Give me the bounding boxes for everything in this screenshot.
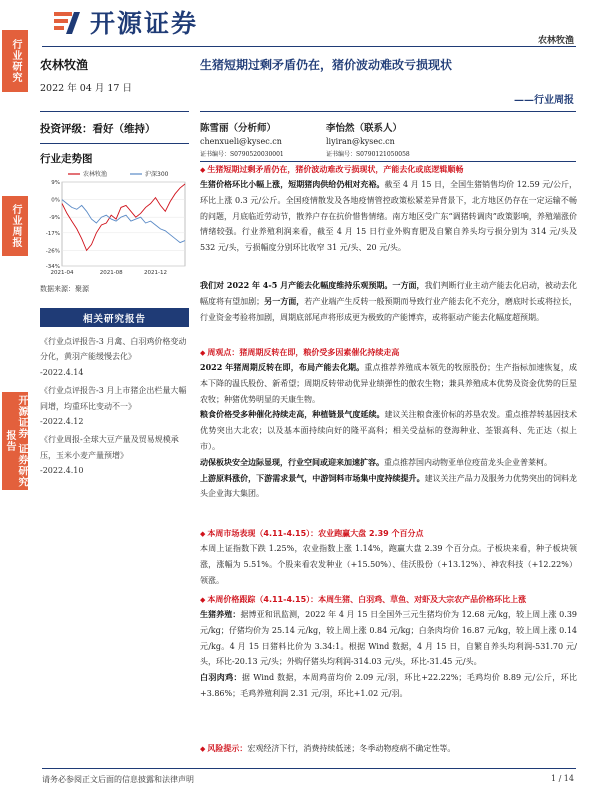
related-report-title[interactable]: 《行业点评报告-3 月禽、白羽鸡价格变动分化，黄羽产能缓慢去化》	[40, 337, 187, 362]
logo-mark-icon	[52, 8, 86, 36]
related-report-title[interactable]: 《行业点评报告-3 月上市猪企出栏量大幅同增，均重环比变动不一》	[40, 386, 187, 411]
chart-source: 数据来源：聚源	[40, 285, 89, 293]
analyst-email[interactable]: liyiran@kysec.cn	[326, 137, 395, 146]
chart-y-tick-label: -34%	[45, 264, 60, 270]
sector-name: 农林牧渔	[40, 58, 89, 72]
sidebar-block-weekly: 行业周报	[2, 196, 28, 256]
analyst-name: 陈雪丽（分析师）	[200, 123, 277, 134]
report-date: 2022 年 04 月 17 日	[40, 83, 132, 94]
p1-body: 截至 4 月 15 日，全国生猪销售均价 12.59 元/公斤，环比上涨 0.3 元/公斤。全国疫情散发及各地疫情管控政策松紧差异背景下，北方地区仍存在一定运输不畅的问题，月底临近劳动节，散养户存在抗价惜售情绪。南方地区受广东“调猪转调肉”政策影响，养殖端涨价情绪较强。行业养殖利润来看，截至 4 月 15 日行业外购育肥及自繁自养头均亏损分别为 314 元/头及 532 元/头，亏损幅度分别环比收窄 31 元/头、20 元/头。	[200, 180, 577, 253]
s1-body2: 建议关注粮食涨价标的苏垦农发。重点推荐转基因技术优势突出大北农；以及基本面持续向好的隆平高科；相关受益标的登海种业、荃银高科、先正达（拟上市）。	[200, 410, 577, 451]
section-market-performance	[200, 527, 577, 588]
chart-y-tick-label: -9%	[49, 215, 60, 222]
analyst-name: 李怡然（联系人）	[326, 123, 403, 134]
chart-y-tick-label: -17%	[45, 230, 60, 237]
s1-lead3: 动保板块安全边际显现，行业空间或迎来加速扩容。	[200, 456, 384, 467]
s2-body: 本周上证指数下跌 1.25%，农业指数上涨 1.14%，跑赢大盘 2.39 个百分点。子板块来看，种子板块领涨，涨幅为 5.51%。个股来看农发种业（+15.50%）、佳沃股份（+13.12%）、神农科技（+12.22%）领涨。	[200, 544, 577, 585]
section-price-tracking	[200, 593, 577, 702]
footer-divider	[42, 768, 576, 769]
risk-label: 风险提示：	[207, 743, 248, 753]
p2-body1: 我们判断行业主动产能去化启动，被动去化幅度将有望加剧；	[200, 281, 577, 306]
section-title: ◆ 周观点：猪周期反转在即，粮价受多因素催化持续走高	[200, 348, 400, 357]
sidebar-block-kysec-report: 开源证券 证券研究报告	[2, 392, 28, 490]
section-title: ◆ 本周市场表现（4.11-4.15）：农业跑赢大盘 2.39 个百分点	[200, 529, 424, 538]
header-divider	[42, 46, 576, 47]
p1-lead: 生猪价格环比小幅上涨，短期猪肉供给仍相对充裕。	[200, 179, 385, 189]
bullet-icon: ◆	[200, 530, 206, 538]
left-divider	[40, 111, 189, 112]
footer-disclaimer[interactable]: 请务必参阅正文后面的信息披露和法律声明	[42, 775, 194, 784]
chart-y-tick-label: -26%	[45, 248, 60, 255]
s3-lead2: 白羽肉鸡：	[200, 672, 242, 683]
s3-body2: 据 Wind 数据，本周鸡苗均价 2.09 元/羽，环比+22.22%；毛鸡均价 8.89 元/公斤，环比+3.86%；毛鸡养殖利润 2.31 元/羽，环比+1.02 元/羽。	[200, 673, 577, 698]
related-report-item[interactable]	[40, 432, 192, 478]
sidebar-block-industry-research: 行业研究	[2, 30, 28, 92]
investment-rating: 投资评级：看好（维持）	[40, 123, 156, 135]
bullet-icon: ◆	[200, 349, 206, 357]
s1-body3: 重点推荐国内动物亚单位疫苗龙头企业普莱柯。	[384, 457, 552, 467]
analyst-block	[200, 120, 284, 158]
related-report-date: -2022.4.10	[40, 466, 84, 476]
section-weekly-view	[200, 346, 577, 502]
chart-x-tick-label: 2021-08	[99, 270, 123, 276]
logo-text: 开源证券	[90, 9, 199, 38]
sidebar	[0, 0, 30, 800]
right-divider	[200, 111, 576, 112]
p2-mid: 另一方面，	[264, 295, 305, 306]
s1-body4: 建议关注产品力及服务力优势突出的饲料龙头企业海大集团。	[200, 473, 577, 499]
report-subtitle: ——行业周报	[514, 95, 574, 106]
section-title: ◆ 本周价格跟踪（4.11-4.15）：本周生猪、白羽鸡、草鱼、对虾及大宗农产品价格环比上涨	[200, 595, 527, 604]
s1-lead: 2022 年猪周期反转在即，布局产能去化期。	[200, 362, 365, 372]
bullet-icon: ◆	[200, 166, 206, 174]
chart-x-tick-label: 2021-04	[50, 270, 74, 276]
related-report-date: -2022.4.12	[40, 417, 84, 427]
analyst-block	[326, 120, 410, 158]
related-report-date: -2022.4.14	[40, 367, 84, 377]
summary-heading: ◆ 生猪短期过剩矛盾仍在，猪价波动难改亏损现状，产能去化或底逻辑顺畅	[200, 165, 464, 174]
logo	[52, 4, 198, 40]
p2-body2: 若产业端产生反转一般预期而导致行业产能去化不充分，磨底时长或将拉长，行业资金考验将加剧，周期底部尾声将形成更为极致的产能博弈，或将驱动产能去化幅度超预期。	[200, 296, 578, 322]
related-report-item[interactable]	[40, 383, 192, 429]
s3-lead: 生猪养殖：	[200, 609, 241, 619]
right-divider	[200, 161, 576, 162]
related-report-title[interactable]: 《行业周报-全球大豆产量及贸易规模承压，玉米小麦产量预增》	[40, 435, 179, 460]
s1-lead4: 上游原料涨价，下游需求景气，中游饲料市场集中度持续提升。	[200, 472, 425, 483]
chart-y-tick-label: 0%	[51, 197, 60, 204]
summary-paragraph-1	[200, 163, 577, 256]
related-reports-list	[40, 334, 192, 482]
chart-y-tick-label: 9%	[51, 180, 60, 186]
chart-x-tick-label: 2021-12	[143, 270, 167, 276]
left-divider	[40, 143, 189, 144]
report-title: 生猪短期过剩矛盾仍在，猪价波动难改亏损现状	[200, 58, 453, 72]
summary-paragraph-2	[200, 278, 577, 325]
risk-body: 宏观经济下行，消费持续低迷；冬季动物疫病不确定性等。	[247, 744, 456, 753]
bullet-icon: ◆	[200, 745, 206, 753]
chart-legend-label: 农林牧渔	[83, 171, 108, 178]
bullet-icon: ◆	[200, 596, 206, 604]
trend-chart	[40, 166, 189, 282]
p2-lead: 我们对 2022 年 4-5 月产能去化幅度维持乐观预期。一方面，	[200, 280, 425, 290]
trend-chart-title: 行业走势图	[40, 153, 93, 165]
page-number: 1 / 14	[550, 774, 574, 783]
chart-legend-label: 沪深300	[145, 171, 169, 178]
analyst-cert: 证书编号：S0790121050058	[326, 151, 410, 158]
s3-body: 据博亚和讯监测，2022 年 4 月 15 日全国外三元生猪均价为 12.68 元/kg，较上周上涨 0.39 元/kg；仔猪均价为 25.14 元/kg，较上周上涨 0.84 元/kg；白条肉均价 16.87 元/kg，较上周上涨 0.14 元/kg。4 月 15 日猪料比价为 3.34:1。根据 Wind 数据，4 月 15 日，自繁自养头均利润-531.70 元/头，环比-20.13 元/头；外购仔猪头均利润-314.03 元/头，环比-31.45 元/头。	[200, 610, 577, 667]
s1-body: 重点推荐养殖成本领先的牧原股份；生产指标加速恢复，成本下降的温氏股份、新希望；周期反转带动优异业绩弹性的傲农生物；兼具养殖成本优势及资金优势的巨星农牧；种猪优势明显的天康生物。	[200, 363, 577, 404]
chart-frame	[62, 182, 185, 266]
analyst-cert: 证书编号：S0790520030001	[200, 151, 284, 158]
s1-lead2: 粮食价格受多种催化持续走高，种植链景气度延续。	[200, 409, 385, 420]
analyst-email[interactable]: chenxueli@kysec.cn	[200, 137, 282, 146]
related-reports-header: 相关研究报告	[40, 308, 189, 327]
trend-chart-svg	[40, 166, 189, 282]
related-report-item[interactable]	[40, 334, 192, 380]
header-category: 农林牧渔	[537, 36, 574, 46]
risk-warning	[200, 741, 577, 758]
